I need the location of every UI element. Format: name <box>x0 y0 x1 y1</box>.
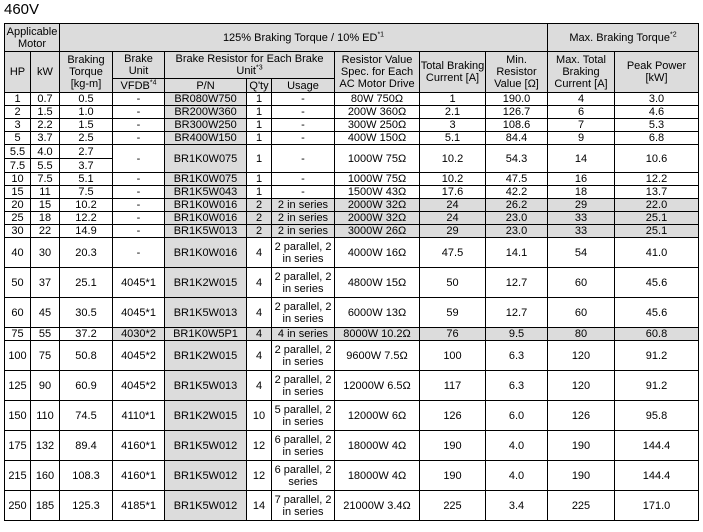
pn-cell: BR1K5W012 <box>165 431 247 461</box>
peak-cell: 22.0 <box>615 199 699 212</box>
hp-cell: 75 <box>5 328 31 341</box>
table-row <box>5 132 699 145</box>
hp-cell: 40 <box>5 238 31 268</box>
torque-cell: 25.1 <box>60 268 113 298</box>
current-cell: 76 <box>420 328 486 341</box>
min-r-cell: 108.6 <box>486 119 548 132</box>
min-r-cell: 12.7 <box>486 298 548 328</box>
header-pn: P/N <box>165 79 247 93</box>
qty-cell: 4 <box>247 238 272 268</box>
table-row <box>5 106 699 119</box>
kw-cell: 22 <box>31 225 60 238</box>
pn-cell: BR080W750 <box>165 93 247 106</box>
usage-cell: 4 in series <box>272 328 335 341</box>
header-qty: Q'ty <box>247 79 272 93</box>
pn-cell: BR300W250 <box>165 119 247 132</box>
footnote-ref: *3 <box>255 64 263 72</box>
usage-cell: - <box>272 132 335 145</box>
resistor-cell: 4000W 16Ω <box>335 238 420 268</box>
header-vfdb <box>113 79 165 93</box>
min-r-cell: 12.7 <box>486 268 548 298</box>
min-r-cell: 6.3 <box>486 341 548 371</box>
kw-cell: 185 <box>31 491 60 521</box>
hp-cell: 5.5 <box>5 145 31 159</box>
min-r-cell: 4.0 <box>486 431 548 461</box>
torque-cell: 30.5 <box>60 298 113 328</box>
usage-cell: - <box>272 173 335 186</box>
torque-cell: 2.7 <box>60 145 113 159</box>
kw-cell: 132 <box>31 431 60 461</box>
current-cell: 10.2 <box>420 173 486 186</box>
current-cell: 117 <box>420 371 486 401</box>
torque-cell: 20.3 <box>60 238 113 268</box>
braking-resistor-table <box>4 23 699 521</box>
header-max-total-current: Max. Total Braking Current [A] <box>548 52 615 93</box>
resistor-cell: 18000W 4Ω <box>335 461 420 491</box>
kw-cell: 1.5 <box>31 106 60 119</box>
table-row <box>5 401 699 431</box>
hp-cell: 250 <box>5 491 31 521</box>
pn-cell: BR1K2W015 <box>165 341 247 371</box>
pn-cell: BR1K5W013 <box>165 225 247 238</box>
footnote-ref: *4 <box>149 78 157 86</box>
min-r-cell: 9.5 <box>486 328 548 341</box>
max-current-cell: 225 <box>548 491 615 521</box>
max-current-cell: 33 <box>548 212 615 225</box>
hp-cell: 1 <box>5 93 31 106</box>
qty-cell: 2 <box>247 212 272 225</box>
min-r-cell: 14.1 <box>486 238 548 268</box>
brake-unit-cell: - <box>113 238 165 268</box>
qty-cell: 10 <box>247 401 272 431</box>
current-cell: 17.6 <box>420 186 486 199</box>
hp-cell: 100 <box>5 341 31 371</box>
table-row <box>5 371 699 401</box>
max-current-cell: 120 <box>548 371 615 401</box>
header-resistor-value: Resistor Value Spec. for Each AC Motor Drive <box>335 52 420 93</box>
resistor-cell: 9600W 7.5Ω <box>335 341 420 371</box>
qty-cell: 1 <box>247 145 272 173</box>
current-cell: 50 <box>420 268 486 298</box>
table-row <box>5 491 699 521</box>
torque-cell: 0.5 <box>60 93 113 106</box>
torque-cell: 14.9 <box>60 225 113 238</box>
hp-cell: 215 <box>5 461 31 491</box>
resistor-cell: 3000W 26Ω <box>335 225 420 238</box>
usage-cell: 2 parallel, 2 in series <box>272 298 335 328</box>
pn-cell: BR1K5W013 <box>165 298 247 328</box>
max-current-cell: 29 <box>548 199 615 212</box>
qty-cell: 1 <box>247 119 272 132</box>
table-row <box>5 341 699 371</box>
usage-cell: 2 parallel, 2 in series <box>272 341 335 371</box>
brake-unit-cell: 4160*1 <box>113 461 165 491</box>
table-row <box>5 328 699 341</box>
brake-unit-cell: 4045*2 <box>113 371 165 401</box>
kw-cell: 45 <box>31 298 60 328</box>
qty-cell: 4 <box>247 298 272 328</box>
usage-cell: 2 parallel, 2 in series <box>272 371 335 401</box>
usage-cell: 6 parallel, 2 series <box>272 461 335 491</box>
table-row <box>5 199 699 212</box>
header-braking-torque: Braking Torque [kg-m] <box>60 52 113 93</box>
torque-cell: 89.4 <box>60 431 113 461</box>
header-brake-resistor <box>165 52 335 79</box>
peak-cell: 13.7 <box>615 186 699 199</box>
usage-cell: - <box>272 186 335 199</box>
min-r-cell: 190.0 <box>486 93 548 106</box>
hp-cell: 15 <box>5 186 31 199</box>
peak-cell: 4.6 <box>615 106 699 119</box>
table-row <box>5 212 699 225</box>
current-cell: 29 <box>420 225 486 238</box>
resistor-cell: 4800W 15Ω <box>335 268 420 298</box>
max-current-cell: 60 <box>548 298 615 328</box>
usage-cell: 2 in series <box>272 212 335 225</box>
header-usage: Usage <box>272 79 335 93</box>
torque-cell: 125.3 <box>60 491 113 521</box>
hp-cell: 2 <box>5 106 31 119</box>
max-current-cell: 4 <box>548 93 615 106</box>
hp-cell: 3 <box>5 119 31 132</box>
max-current-cell: 190 <box>548 431 615 461</box>
table-row <box>5 173 699 186</box>
kw-cell: 160 <box>31 461 60 491</box>
qty-cell: 1 <box>247 132 272 145</box>
kw-cell: 55 <box>31 328 60 341</box>
kw-cell: 5.5 <box>31 159 60 173</box>
brake-unit-cell: - <box>113 186 165 199</box>
pn-cell: BR1K0W075 <box>165 145 247 173</box>
brake-unit-cell: 4045*1 <box>113 298 165 328</box>
kw-cell: 75 <box>31 341 60 371</box>
current-cell: 2.1 <box>420 106 486 119</box>
peak-cell: 60.8 <box>615 328 699 341</box>
header-125-label: 125% Braking Torque / 10% ED <box>222 31 378 44</box>
min-r-cell: 42.2 <box>486 186 548 199</box>
resistor-cell: 1500W 43Ω <box>335 186 420 199</box>
header-hp: HP <box>5 52 31 93</box>
resistor-cell: 12000W 6.5Ω <box>335 371 420 401</box>
hp-cell: 60 <box>5 298 31 328</box>
qty-cell: 4 <box>247 268 272 298</box>
table-row <box>5 225 699 238</box>
header-brake-resistor-label: Brake Resistor for Each Brake Unit <box>175 53 324 77</box>
max-current-cell: 126 <box>548 401 615 431</box>
brake-unit-cell: 4030*2 <box>113 328 165 341</box>
resistor-cell: 6000W 13Ω <box>335 298 420 328</box>
current-cell: 190 <box>420 431 486 461</box>
usage-cell: 5 parallel, 2 in series <box>272 401 335 431</box>
current-cell: 59 <box>420 298 486 328</box>
torque-cell: 12.2 <box>60 212 113 225</box>
table-row <box>5 145 699 159</box>
header-max-braking-torque <box>548 24 699 52</box>
pn-cell: BR400W150 <box>165 132 247 145</box>
min-r-cell: 54.3 <box>486 145 548 173</box>
resistor-cell: 400W 150Ω <box>335 132 420 145</box>
pn-cell: BR1K0W016 <box>165 212 247 225</box>
qty-cell: 4 <box>247 328 272 341</box>
pn-cell: BR1K0W5P1 <box>165 328 247 341</box>
usage-cell: 2 in series <box>272 199 335 212</box>
min-r-cell: 84.4 <box>486 132 548 145</box>
brake-unit-cell: - <box>113 93 165 106</box>
resistor-cell: 80W 750Ω <box>335 93 420 106</box>
max-current-cell: 6 <box>548 106 615 119</box>
qty-cell: 4 <box>247 341 272 371</box>
peak-cell: 5.3 <box>615 119 699 132</box>
header-peak-power: Peak Power [kW] <box>615 52 699 93</box>
current-cell: 24 <box>420 199 486 212</box>
peak-cell: 171.0 <box>615 491 699 521</box>
table-row <box>5 93 699 106</box>
brake-unit-cell: - <box>113 225 165 238</box>
peak-cell: 91.2 <box>615 341 699 371</box>
torque-cell: 108.3 <box>60 461 113 491</box>
header-vfdb-label: VFDB <box>120 79 150 92</box>
peak-cell: 144.4 <box>615 461 699 491</box>
current-cell: 47.5 <box>420 238 486 268</box>
min-r-cell: 6.3 <box>486 371 548 401</box>
torque-cell: 1.0 <box>60 106 113 119</box>
peak-cell: 6.8 <box>615 132 699 145</box>
hp-cell: 10 <box>5 173 31 186</box>
qty-cell: 1 <box>247 186 272 199</box>
torque-cell: 3.7 <box>60 159 113 173</box>
pn-cell: BR200W360 <box>165 106 247 119</box>
brake-unit-cell: 4185*1 <box>113 491 165 521</box>
peak-cell: 25.1 <box>615 225 699 238</box>
pn-cell: BR1K5W012 <box>165 491 247 521</box>
min-r-cell: 6.0 <box>486 401 548 431</box>
current-cell: 5.1 <box>420 132 486 145</box>
table-row <box>5 238 699 268</box>
peak-cell: 95.8 <box>615 401 699 431</box>
min-r-cell: 4.0 <box>486 461 548 491</box>
kw-cell: 37 <box>31 268 60 298</box>
pn-cell: BR1K5W012 <box>165 461 247 491</box>
pn-cell: BR1K2W015 <box>165 268 247 298</box>
kw-cell: 2.2 <box>31 119 60 132</box>
current-cell: 126 <box>420 401 486 431</box>
current-cell: 190 <box>420 461 486 491</box>
peak-cell: 144.4 <box>615 431 699 461</box>
resistor-cell: 300W 250Ω <box>335 119 420 132</box>
torque-cell: 60.9 <box>60 371 113 401</box>
table-row <box>5 461 699 491</box>
footnote-ref: *2 <box>670 30 677 38</box>
hp-cell: 30 <box>5 225 31 238</box>
kw-cell: 90 <box>31 371 60 401</box>
peak-cell: 10.6 <box>615 145 699 173</box>
qty-cell: 12 <box>247 461 272 491</box>
torque-cell: 50.8 <box>60 341 113 371</box>
max-current-cell: 18 <box>548 186 615 199</box>
hp-cell: 150 <box>5 401 31 431</box>
hp-cell: 25 <box>5 212 31 225</box>
peak-cell: 91.2 <box>615 371 699 401</box>
header-max-label: Max. Braking Torque <box>569 31 671 44</box>
current-cell: 24 <box>420 212 486 225</box>
kw-cell: 3.7 <box>31 132 60 145</box>
max-current-cell: 7 <box>548 119 615 132</box>
brake-unit-cell: 4045*2 <box>113 341 165 371</box>
kw-cell: 11 <box>31 186 60 199</box>
pn-cell: BR1K5W043 <box>165 186 247 199</box>
header-min-resistor: Min. Resistor Value [Ω] <box>486 52 548 93</box>
hp-cell: 20 <box>5 199 31 212</box>
table-row <box>5 186 699 199</box>
resistor-cell: 2000W 32Ω <box>335 212 420 225</box>
peak-cell: 12.2 <box>615 173 699 186</box>
table-body <box>5 93 699 521</box>
qty-cell: 1 <box>247 106 272 119</box>
resistor-cell: 18000W 4Ω <box>335 431 420 461</box>
kw-cell: 110 <box>31 401 60 431</box>
usage-cell: - <box>272 93 335 106</box>
torque-cell: 74.5 <box>60 401 113 431</box>
brake-unit-cell: - <box>113 106 165 119</box>
header-total-current: Total Braking Current [A] <box>420 52 486 93</box>
max-current-cell: 9 <box>548 132 615 145</box>
brake-unit-cell: - <box>113 145 165 173</box>
max-current-cell: 16 <box>548 173 615 186</box>
resistor-cell: 12000W 6Ω <box>335 401 420 431</box>
qty-cell: 14 <box>247 491 272 521</box>
current-cell: 10.2 <box>420 145 486 173</box>
kw-cell: 0.7 <box>31 93 60 106</box>
kw-cell: 18 <box>31 212 60 225</box>
max-current-cell: 54 <box>548 238 615 268</box>
usage-cell: - <box>272 106 335 119</box>
pn-cell: BR1K0W016 <box>165 199 247 212</box>
torque-cell: 5.1 <box>60 173 113 186</box>
hp-cell: 5 <box>5 132 31 145</box>
peak-cell: 3.0 <box>615 93 699 106</box>
table-row <box>5 119 699 132</box>
usage-cell: - <box>272 119 335 132</box>
torque-cell: 2.5 <box>60 132 113 145</box>
kw-cell: 7.5 <box>31 173 60 186</box>
min-r-cell: 3.4 <box>486 491 548 521</box>
brake-unit-cell: - <box>113 199 165 212</box>
max-current-cell: 60 <box>548 268 615 298</box>
resistor-cell: 2000W 32Ω <box>335 199 420 212</box>
hp-cell: 125 <box>5 371 31 401</box>
usage-cell: - <box>272 145 335 173</box>
pn-cell: BR1K0W016 <box>165 238 247 268</box>
resistor-cell: 21000W 3.4Ω <box>335 491 420 521</box>
hp-cell: 175 <box>5 431 31 461</box>
current-cell: 3 <box>420 119 486 132</box>
pn-cell: BR1K0W075 <box>165 173 247 186</box>
min-r-cell: 23.0 <box>486 225 548 238</box>
qty-cell: 1 <box>247 173 272 186</box>
qty-cell: 1 <box>247 93 272 106</box>
min-r-cell: 126.7 <box>486 106 548 119</box>
hp-cell: 50 <box>5 268 31 298</box>
kw-cell: 30 <box>31 238 60 268</box>
brake-unit-cell: - <box>113 212 165 225</box>
header-brake-unit: Brake Unit <box>113 52 165 79</box>
pn-cell: BR1K5W013 <box>165 371 247 401</box>
brake-unit-cell: - <box>113 173 165 186</box>
table-row <box>5 431 699 461</box>
pn-cell: BR1K2W015 <box>165 401 247 431</box>
resistor-cell: 1000W 75Ω <box>335 145 420 173</box>
brake-unit-cell: 4160*1 <box>113 431 165 461</box>
torque-cell: 10.2 <box>60 199 113 212</box>
brake-unit-cell: 4045*1 <box>113 268 165 298</box>
header-applicable-motor: Applicable Motor <box>5 24 60 52</box>
current-cell: 225 <box>420 491 486 521</box>
brake-unit-cell: - <box>113 119 165 132</box>
qty-cell: 12 <box>247 431 272 461</box>
max-current-cell: 120 <box>548 341 615 371</box>
min-r-cell: 23.0 <box>486 212 548 225</box>
header-125-braking-torque <box>60 24 548 52</box>
voltage-title: 460V <box>4 1 40 18</box>
peak-cell: 45.6 <box>615 298 699 328</box>
qty-cell: 2 <box>247 225 272 238</box>
hp-cell: 7.5 <box>5 159 31 173</box>
current-cell: 1 <box>420 93 486 106</box>
header-kw: kW <box>31 52 60 93</box>
peak-cell: 25.1 <box>615 212 699 225</box>
resistor-cell: 1000W 75Ω <box>335 173 420 186</box>
kw-cell: 15 <box>31 199 60 212</box>
resistor-cell: 200W 360Ω <box>335 106 420 119</box>
torque-cell: 1.5 <box>60 119 113 132</box>
kw-cell: 4.0 <box>31 145 60 159</box>
torque-cell: 37.2 <box>60 328 113 341</box>
brake-unit-cell: 4110*1 <box>113 401 165 431</box>
peak-cell: 41.0 <box>615 238 699 268</box>
usage-cell: 2 in series <box>272 225 335 238</box>
resistor-cell: 8000W 10.2Ω <box>335 328 420 341</box>
peak-cell: 45.6 <box>615 268 699 298</box>
footnote-ref: *1 <box>377 30 385 38</box>
min-r-cell: 26.2 <box>486 199 548 212</box>
usage-cell: 2 parallel, 2 in series <box>272 238 335 268</box>
usage-cell: 6 parallel, 2 in series <box>272 431 335 461</box>
qty-cell: 2 <box>247 199 272 212</box>
max-current-cell: 33 <box>548 225 615 238</box>
table-row <box>5 268 699 298</box>
max-current-cell: 14 <box>548 145 615 173</box>
max-current-cell: 190 <box>548 461 615 491</box>
current-cell: 100 <box>420 341 486 371</box>
torque-cell: 7.5 <box>60 186 113 199</box>
table-row <box>5 298 699 328</box>
brake-unit-cell: - <box>113 132 165 145</box>
max-current-cell: 80 <box>548 328 615 341</box>
min-r-cell: 47.5 <box>486 173 548 186</box>
usage-cell: 2 parallel, 2 in series <box>272 268 335 298</box>
qty-cell: 4 <box>247 371 272 401</box>
usage-cell: 7 parallel, 2 in series <box>272 491 335 521</box>
